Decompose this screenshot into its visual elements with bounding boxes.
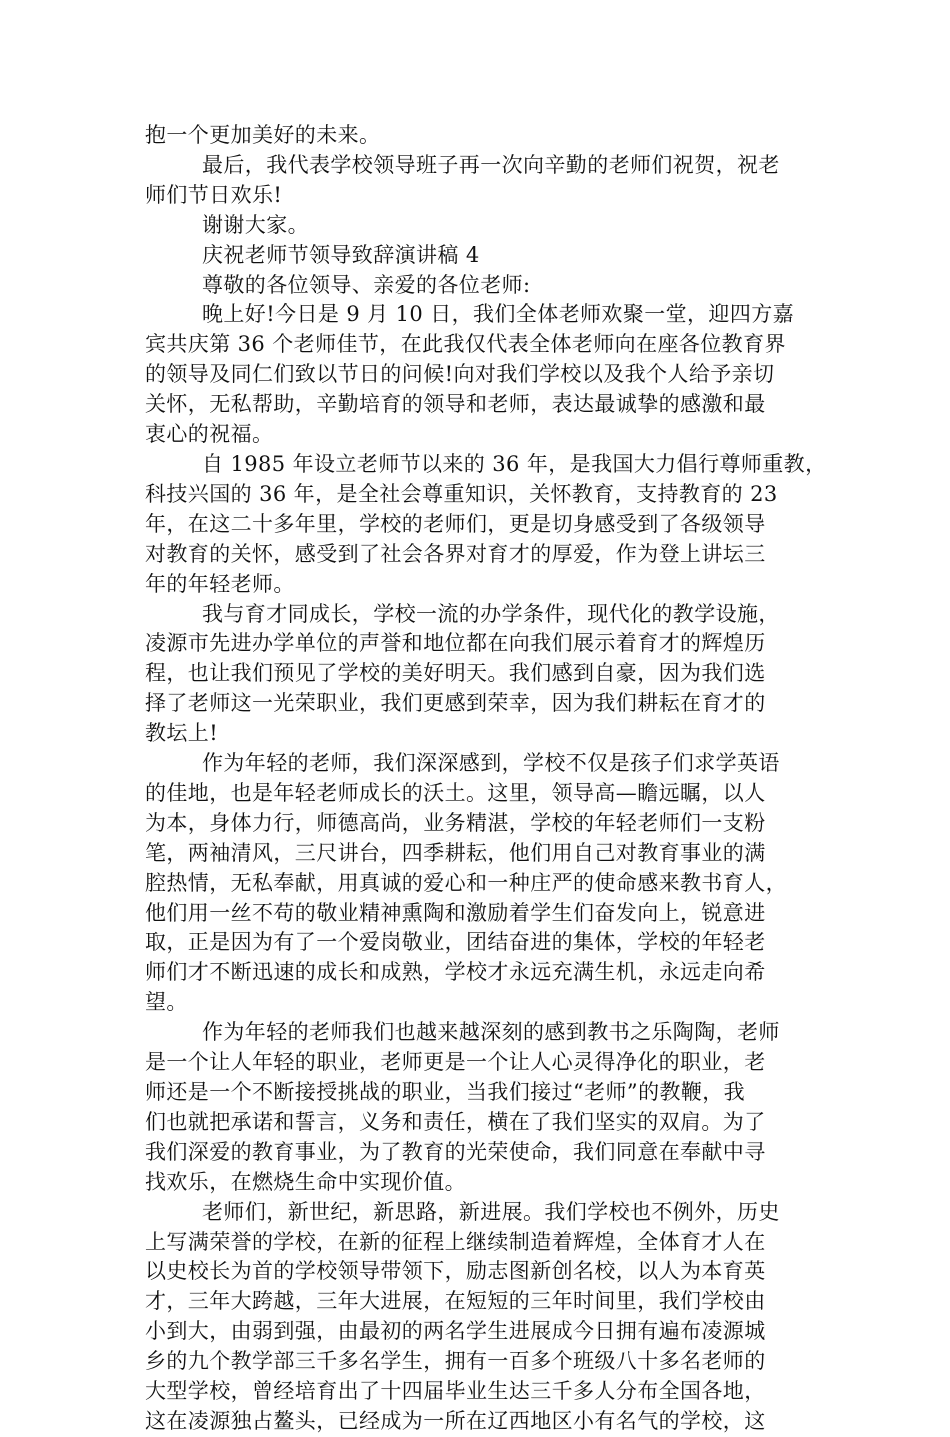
text-line: 衷心的祝福。 — [145, 422, 274, 447]
text-line: 的佳地，也是年轻老师成长的沃土。这里，领导高—瞻远瞩，以人 — [145, 780, 766, 805]
text-line: 笔，两袖清风，三尺讲台，四季耕耘，他们用自己对教育事业的满 — [145, 840, 766, 865]
text-line: 的领导及同仁们致以节日的问候!向对我们学校以及我个人给予亲切 — [145, 362, 775, 387]
text-line: 腔热情，无私奉献，用真诚的爱心和一种庄严的使命感来教书育人， — [145, 870, 787, 895]
text-line: 宾共庆第 36 个老师佳节，在此我仅代表全体老师向在座各位教育界 — [145, 332, 786, 357]
text-line: 上写满荣誉的学校，在新的征程上继续制造着辉煌，全体育才人在 — [145, 1229, 766, 1254]
paragraph-first-line: 我与育才同成长，学校一流的办学条件，现代化的教学设施， — [202, 601, 780, 626]
paragraph-first-line: 老师们，新世纪，新思路，新进展。我们学校也不例外，历史 — [202, 1199, 780, 1224]
text-line: 教坛上! — [145, 721, 219, 746]
paragraph-first-line: 晚上好!今日是 9 月 10 日，我们全体老师欢聚一堂，迎四方嘉 — [202, 302, 795, 327]
text-line: 以史校长为首的学校领导带领下，励志图新创名校，以人为本育英 — [145, 1259, 766, 1284]
text-line: 师还是一个不断接授挑战的职业，当我们接过“老师”的教鞭，我 — [145, 1080, 746, 1104]
text-line: 是一个让人年轻的职业，老师更是一个让人心灵得净化的职业，老 — [145, 1050, 766, 1075]
text-line: 年，在这二十多年里，学校的老师们，更是切身感受到了各级领导 — [145, 511, 766, 536]
text-line: 这在凌源独占鳌头，已经成为一所在辽西地区小有名气的学校，这 — [145, 1408, 766, 1433]
text-line: 他们用一丝不苟的敬业精神熏陶和激励着学生们奋发向上，锐意进 — [145, 900, 766, 925]
text-line: 科技兴国的 36 年，是全社会尊重知识，关怀教育，支持教育的 23 — [145, 481, 778, 506]
text-line: 才，三年大跨越，三年大进展，在短短的三年时间里，我们学校由 — [145, 1289, 766, 1314]
paragraph-first-line: 自 1985 年设立老师节以来的 36 年，是我国大力倡行尊师重教， — [202, 451, 827, 476]
text-line: 找欢乐，在燃烧生命中实现价值。 — [145, 1169, 466, 1194]
text-line: 抱一个更加美好的未来。 — [145, 123, 381, 147]
paragraph-first-line: 谢谢大家。 — [202, 212, 309, 237]
text-line: 择了老师这一光荣职业，我们更感到荣幸，因为我们耕耘在育才的 — [145, 691, 766, 716]
text-line: 关怀，无私帮助，辛勤培育的领导和老师，表达最诚挚的感激和最 — [145, 392, 766, 417]
text-line: 望。 — [145, 990, 188, 1015]
paragraph-first-line: 尊敬的各位领导、亲爱的各位老师: — [202, 272, 531, 297]
paragraph-first-line: 庆祝老师节领导致辞演讲稿 4 — [202, 242, 480, 267]
text-line: 乡的九个教学部三千多名学生，拥有一百多个班级八十多名老师的 — [145, 1349, 766, 1374]
text-line: 大型学校，曾经培育出了十四届毕业生达三千多人分布全国各地， — [145, 1379, 766, 1404]
document-body — [145, 121, 827, 1437]
text-line: 们也就把承诺和誓言，义务和责任，横在了我们坚实的双肩。为了 — [145, 1109, 766, 1134]
paragraph-first-line: 最后，我代表学校领导班子再一次向辛勤的老师们祝贺，祝老 — [202, 152, 780, 177]
paragraph-first-line: 作为年轻的老师我们也越来越深刻的感到教书之乐陶陶，老师 — [202, 1020, 780, 1045]
text-line: 为本，身体力行，师德高尚，业务精湛，学校的年轻老师们一支粉 — [145, 810, 766, 835]
text-line: 年的年轻老师。 — [145, 571, 295, 596]
text-line: 小到大，由弱到强，由最初的两名学生进展成今日拥有遍布凌源城 — [145, 1319, 766, 1344]
text-line: 我们深爱的教育事业，为了教育的光荣使命，我们同意在奉献中寻 — [145, 1139, 766, 1164]
text-line: 师们节日欢乐! — [145, 182, 283, 207]
text-line: 凌源市先进办学单位的声誉和地位都在向我们展示着育才的辉煌历 — [145, 631, 766, 656]
paragraph-first-line: 作为年轻的老师，我们深深感到，学校不仅是孩子们求学英语 — [202, 751, 780, 776]
text-line: 师们才不断迅速的成长和成熟，学校才永远充满生机，永远走向希 — [145, 960, 766, 985]
text-line: 取，正是因为有了一个爱岗敬业，团结奋进的集体，学校的年轻老 — [145, 930, 766, 955]
text-line: 对教育的关怀，感受到了社会各界对育才的厚爱，作为登上讲坛三 — [145, 541, 766, 566]
text-line: 程，也让我们预见了学校的美好明天。我们感到自豪，因为我们选 — [145, 661, 766, 686]
